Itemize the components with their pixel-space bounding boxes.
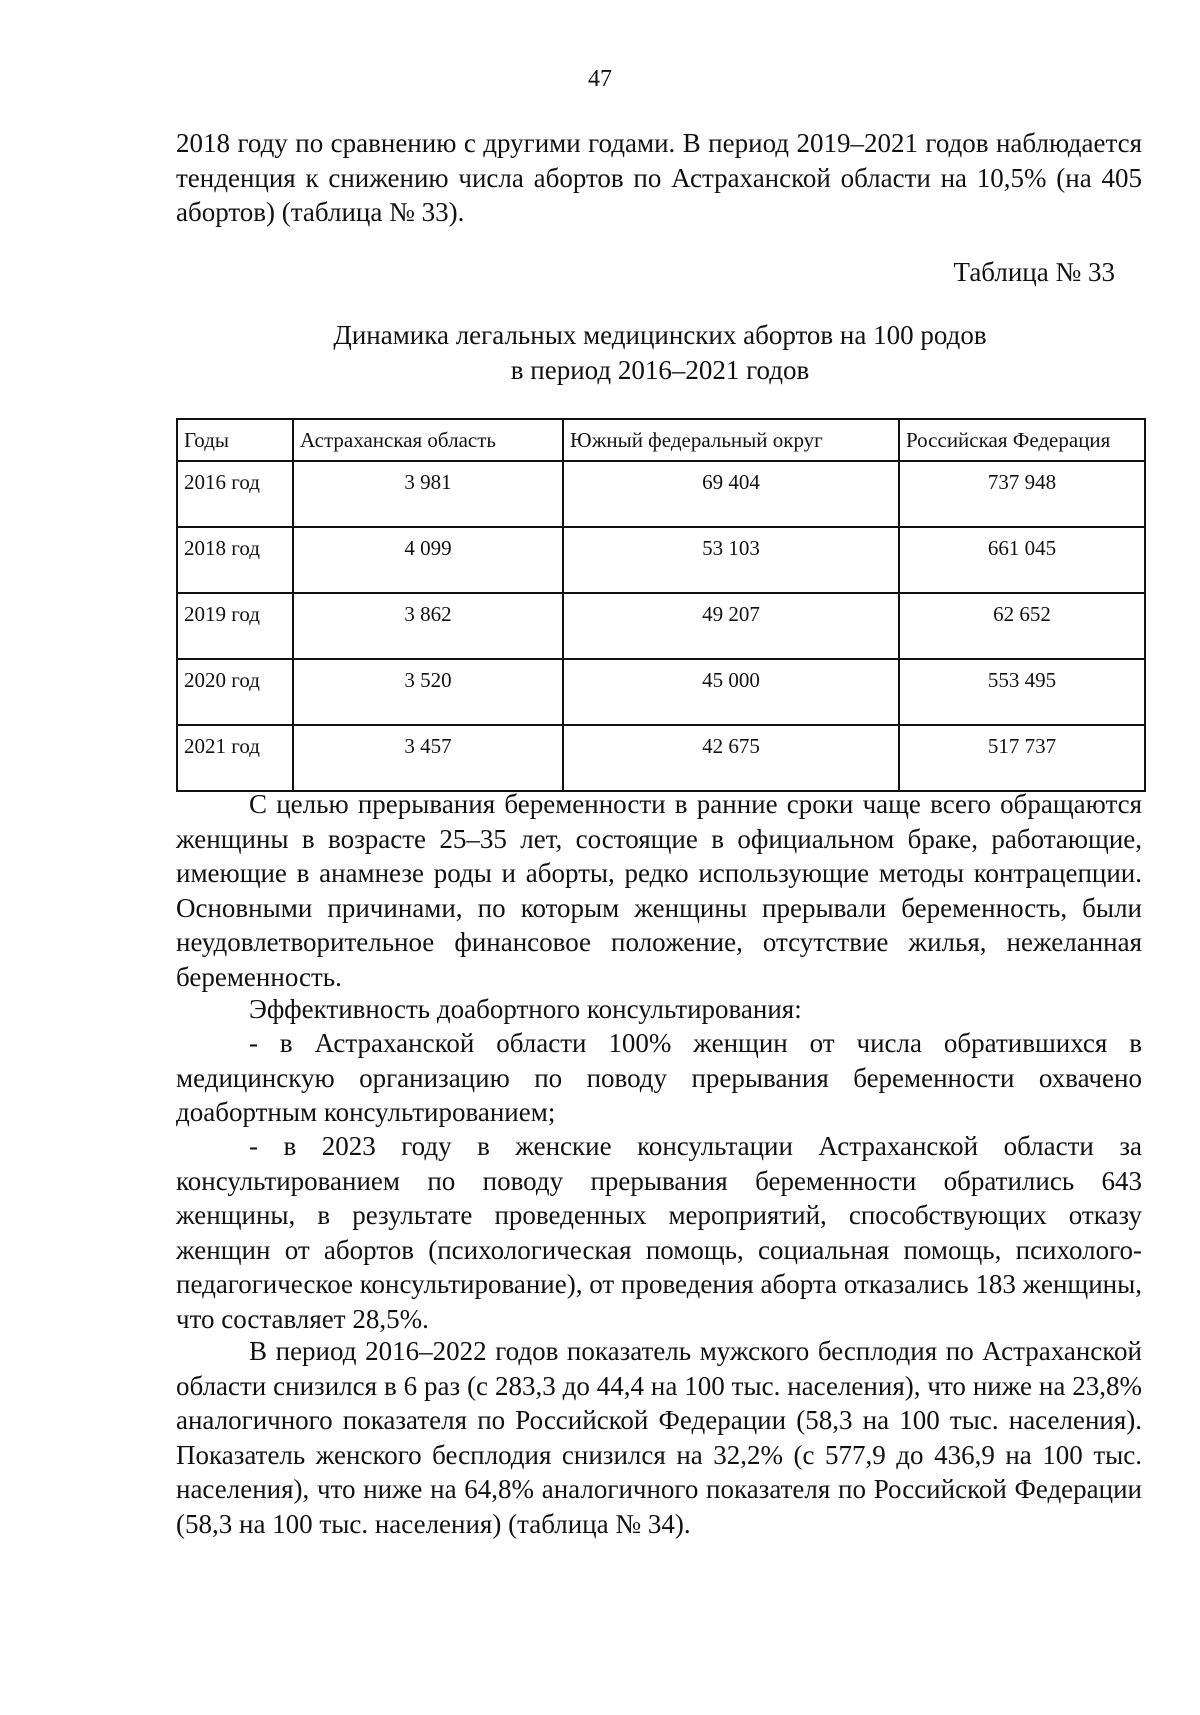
header-russian-federation: Российская Федерация bbox=[899, 419, 1145, 461]
table-caption-line-2: в период 2016–2021 годов bbox=[510, 355, 810, 385]
intro-paragraph: 2018 году по сравнению с другими годами. В период 2019–2021 годов наблюдается тенденция к снижению числа абортов по Астраханской области на 10,5% (на 405 абортов) (таблица № 33). bbox=[176, 128, 1142, 227]
cell-russian-federation: 517 737 bbox=[899, 725, 1145, 791]
cell-southern-district: 69 404 bbox=[563, 461, 899, 527]
cell-russian-federation: 661 045 bbox=[899, 527, 1145, 593]
abortion-dynamics-table bbox=[176, 418, 1146, 792]
header-years: Годы bbox=[177, 419, 293, 461]
table-row bbox=[177, 659, 1145, 725]
table-row bbox=[177, 725, 1145, 791]
paragraph-infertility: В период 2016–2022 годов показатель мужского бесплодия по Астраханской области снизился в 6 раз (с 283,3 до 44,4 на 100 тыс. населения), что ниже на 23,8% аналогичного показателя по Российской Федерации (58,3 на 100 тыс. населения). Показатель женского бесплодия снизился на 32,2% (с 577,9 до 436,9 на 100 тыс. населения), что ниже на 64,8% аналогичного показателя по Российской Федерации (58,3 на 100 тыс. населения) (таблица № 34). bbox=[176, 1336, 1142, 1539]
cell-year: 2019 год bbox=[177, 593, 293, 659]
cell-astrakhan: 3 981 bbox=[293, 461, 563, 527]
cell-year: 2020 год bbox=[177, 659, 293, 725]
cell-southern-district: 42 675 bbox=[563, 725, 899, 791]
header-astrakhan: Астраханская область bbox=[293, 419, 563, 461]
table-row bbox=[177, 593, 1145, 659]
cell-astrakhan: 4 099 bbox=[293, 527, 563, 593]
cell-year: 2018 год bbox=[177, 527, 293, 593]
table-caption-line-1: Динамика легальных медицинских абортов на 100 родов bbox=[333, 320, 987, 350]
cell-southern-district: 45 000 bbox=[563, 659, 899, 725]
table-caption bbox=[0, 318, 1200, 388]
paragraph-counseling-results: - в 2023 году в женские консультации Астраханской области за консультированием по поводу прерывания беременности обратились 643 женщины, в результате проведенных мероприятий, способствующих отказу женщин от абортов (психологическая помощь, социальная помощь, психолого-педагогическое консультирование), от проведения аборта отказались 183 женщины, что составляет 28,5%. bbox=[176, 1131, 1142, 1334]
cell-year: 2016 год bbox=[177, 461, 293, 527]
table-row bbox=[177, 461, 1145, 527]
cell-astrakhan: 3 862 bbox=[293, 593, 563, 659]
cell-southern-district: 49 207 bbox=[563, 593, 899, 659]
cell-russian-federation: 553 495 bbox=[899, 659, 1145, 725]
table-header-row bbox=[177, 419, 1145, 461]
paragraph-counseling-coverage: - в Астраханской области 100% женщин от числа обратившихся в медицинскую организацию по поводу прерывания беременности охвачено доабортным консультированием; bbox=[176, 1028, 1142, 1127]
paragraph-counseling-heading: Эффективность доабортного консультирования: bbox=[249, 994, 802, 1024]
paragraph-abortion-reasons: С целью прерывания беременности в ранние сроки чаще всего обращаются женщины в возрасте 25–35 лет, состоящие в официальном браке, работающие, имеющие в анамнезе роды и аборты, редко использующие методы контрацепции. Основными причинами, по которым женщины прерывали беременность, были неудовлетворительное финансовое положение, отсутствие жилья, нежеланная беременность. bbox=[176, 789, 1142, 992]
page-number: 47 bbox=[588, 66, 612, 92]
cell-southern-district: 53 103 bbox=[563, 527, 899, 593]
cell-russian-federation: 737 948 bbox=[899, 461, 1145, 527]
table-row bbox=[177, 527, 1145, 593]
table-label: Таблица № 33 bbox=[953, 257, 1115, 287]
cell-astrakhan: 3 520 bbox=[293, 659, 563, 725]
header-southern-district: Южный федеральный округ bbox=[563, 419, 899, 461]
cell-russian-federation: 62 652 bbox=[899, 593, 1145, 659]
cell-year: 2021 год bbox=[177, 725, 293, 791]
cell-astrakhan: 3 457 bbox=[293, 725, 563, 791]
